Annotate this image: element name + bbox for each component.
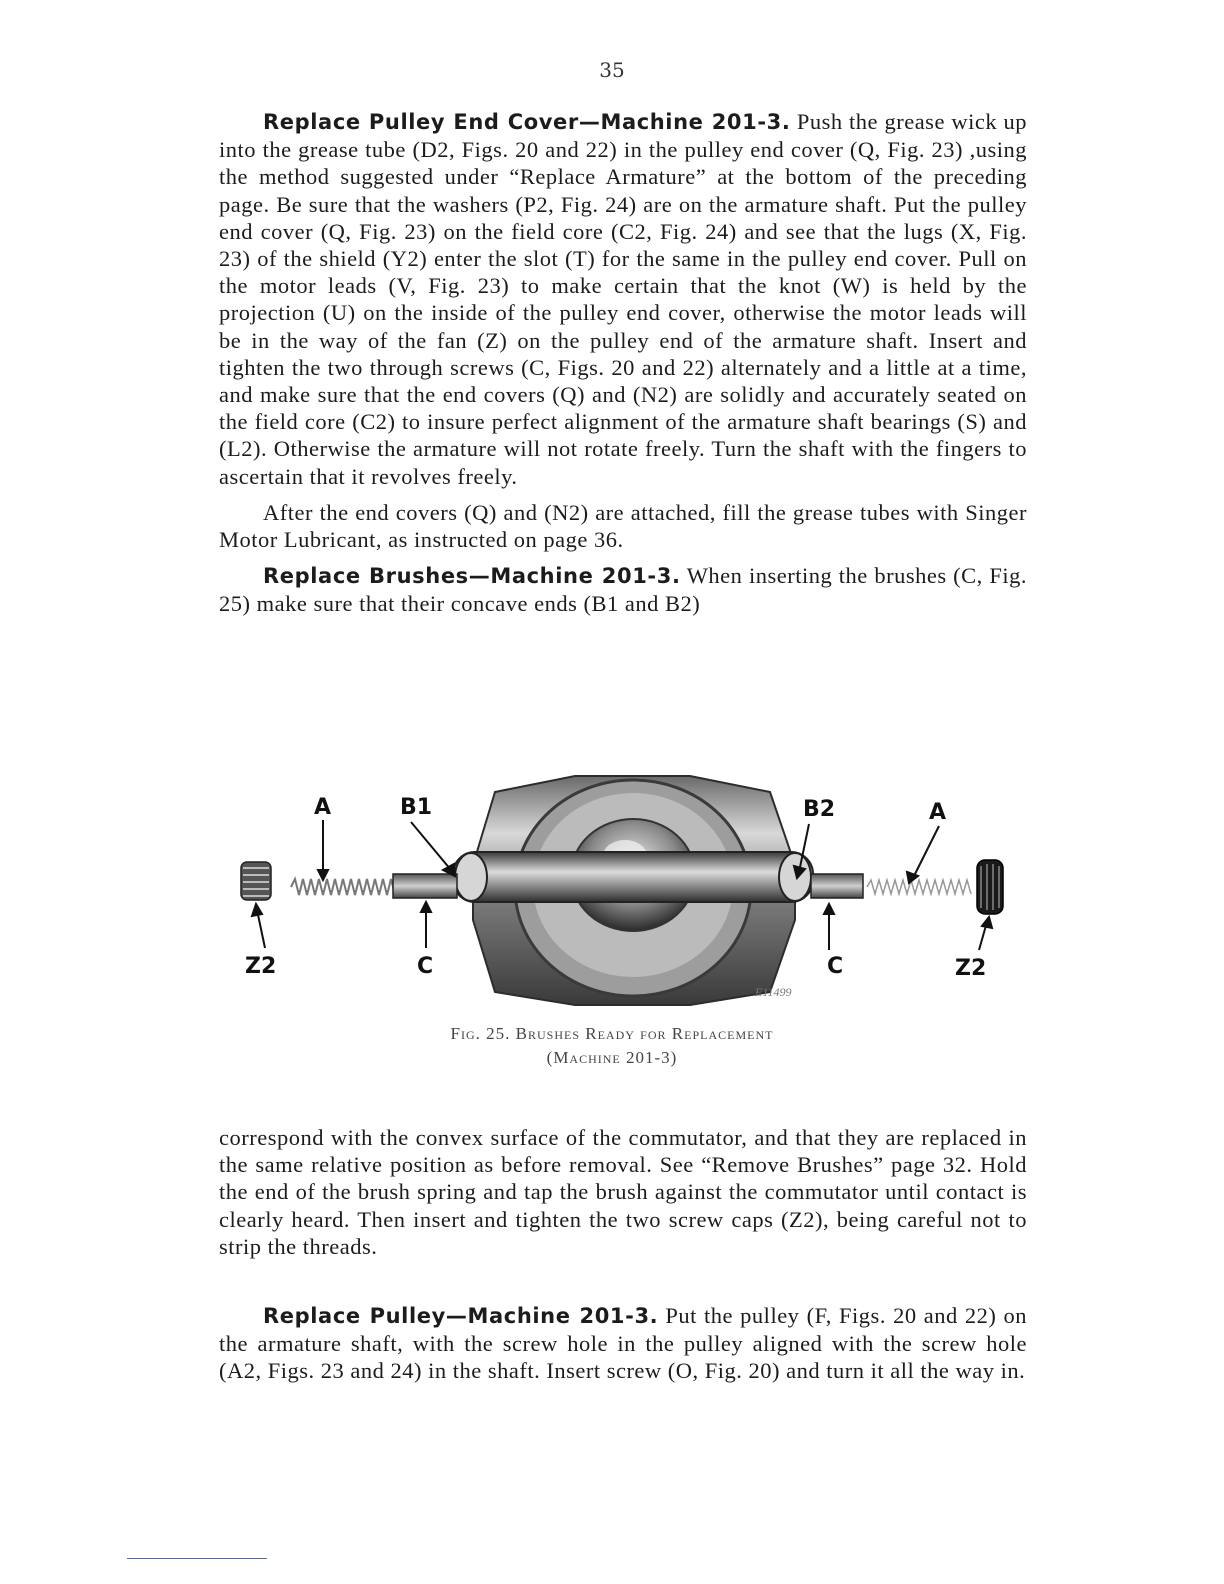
paragraph-body: Push the grease wick up into the grease tube (D2, Figs. 20 and 22) in the pulley end cover (Q, Fig. 23) ,using the method suggested under “Replace Armature” at the bottom of the preceding page. Be sure that the washers (P2, Fig. 24) are on the armature shaft. Put the pulley end cover (Q, Fig. 23) on the field core (C2, Fig. 24) and see that the lugs (X, Fig. 23) of the shield (Y2) enter the slot (T) for the same in the pulley end cover. Pull on the motor leads (V, Fig. 23) to make certain that the knot (W) is held by the projection (U) on the inside of the pulley end cover, otherwise the motor leads will be in the way of the fan (Z) on the pulley end of the armature shaft. Insert and tighten the two through screws (C, Figs. 20 and 22) alternately and a little at a time, and make sure that the end covers (Q) and (N2) are solidly and accurately seated on the field core (C2) to insure perfect alignment of the armature shaft bearings (S) and (L2). Otherwise the armature will not rotate freely. Turn the shaft with the fingers to ascertain that it revolves freely. — [219, 109, 1027, 489]
label-c-left: C — [417, 954, 434, 979]
label-z2-right: Z2 — [955, 956, 987, 981]
paragraph-continuation: correspond with the convex surface of the commutator, and that they are replaced in the same relative position as before removal. See “Remove Brushes” page 32. Hold the end of the brush spring and tap the brush against the commutator until contact is clearly heard. Then insert and tighten the two screw caps (Z2), being careful not to strip the threads. — [219, 1125, 1027, 1259]
paragraph-body: After the end covers (Q) and (N2) are attached, fill the grease tubes with Singer Motor Lubricant, as instructed on page 36. — [219, 499, 1027, 553]
paragraph-brushes — [219, 562, 1027, 617]
spring-right — [867, 880, 971, 894]
section-heading: Replace Pulley End Cover—Machine 201-3. — [263, 110, 791, 134]
label-b1: B1 — [400, 795, 433, 820]
paragraph-pulley — [219, 1302, 1027, 1385]
figure-caption — [0, 1022, 1224, 1070]
text-block-continuation — [219, 1124, 1027, 1260]
screw-cap-right — [977, 860, 1003, 914]
brushes-illustration — [225, 770, 1015, 1020]
footnote-rule — [127, 1558, 267, 1559]
brush-left — [393, 874, 457, 898]
spring-left — [291, 879, 395, 895]
paragraph-pulley-end-cover — [219, 108, 1027, 490]
figure-brushes — [225, 770, 1015, 1020]
label-b2: B2 — [803, 797, 836, 822]
brush-right — [811, 874, 863, 898]
photo-number: E11499 — [755, 985, 792, 999]
text-block-pulley — [219, 1302, 1027, 1385]
label-a-right: A — [929, 800, 947, 825]
label-c-right: C — [827, 954, 844, 979]
paragraph-body: When inserting the brushes (C, Fig. 25) make sure that their concave ends (B1 and B2) — [219, 563, 1027, 617]
section-heading: Replace Pulley—Machine 201-3. — [263, 1304, 659, 1328]
section-heading: Replace Brushes—Machine 201-3. — [263, 564, 681, 589]
motor-end-cover — [453, 776, 813, 1005]
caption-line-1: Fig. 25. Brushes Ready for Replacement — [450, 1024, 774, 1043]
paragraph-grease — [219, 499, 1027, 553]
paragraph-body: Put the pulley (F, Figs. 20 and 22) on the armature shaft, with the screw hole in the pulley aligned with the screw hole (A2, Figs. 23 and 24) in the shaft. Insert screw (O, Fig. 20) and turn it all the way in. — [219, 1303, 1027, 1384]
screw-cap-left — [241, 862, 271, 900]
page-number: 35 — [599, 58, 625, 82]
label-z2-left: Z2 — [245, 954, 277, 979]
label-a-left: A — [314, 795, 332, 820]
text-block-top — [219, 108, 1027, 618]
caption-line-2: (Machine 201-3) — [546, 1048, 678, 1067]
